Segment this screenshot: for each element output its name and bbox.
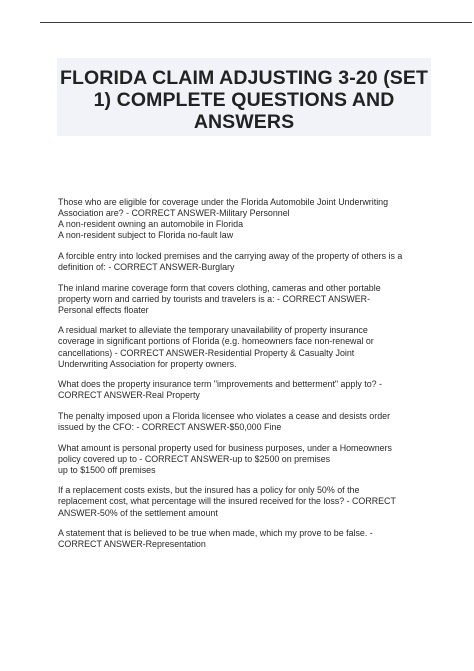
qa-line: Association are? - CORRECT ANSWER-Military Personnel xyxy=(58,208,290,219)
qa-line: What does the property insurance term "improvements and betterment" apply to? - xyxy=(58,379,382,390)
qa-line: Those who are eligible for coverage under the Florida Automobile Joint Underwriting xyxy=(58,197,389,207)
qa-item xyxy=(58,283,436,316)
qa-line: A forcible entry into locked premises and the carrying away of the property of others is a xyxy=(58,250,403,261)
qa-line: If a replacement costs exists, but the insured has a policy for only 50% of the xyxy=(58,485,360,496)
qa-line: definition of: - CORRECT ANSWER-Burglary xyxy=(58,261,235,272)
qa-line: issued by the CFO: - CORRECT ANSWER-$50,000 Fine xyxy=(58,422,282,432)
top-rule xyxy=(40,22,472,23)
qa-item xyxy=(58,325,436,369)
qa-line: cancellations) - CORRECT ANSWER-Residential Property & Casualty Joint xyxy=(58,347,355,358)
qa-line: replacement cost, what percentage will the insured received for the loss? - CORRECT xyxy=(58,496,396,507)
qa-line: A non-resident subject to Florida no-fault law xyxy=(58,230,234,241)
qa-item xyxy=(58,197,436,241)
qa-line: A residual market to alleviate the temporary unavailability of property insurance xyxy=(58,325,368,336)
document-title xyxy=(57,67,431,133)
qa-item xyxy=(58,485,436,518)
qa-line: policy covered up to - CORRECT ANSWER-up to $2500 on premises xyxy=(58,453,331,464)
qa-line: A statement that is believed to be true when made, which my prove to be false. - xyxy=(58,528,373,539)
qa-item xyxy=(58,443,436,476)
qa-item xyxy=(58,379,436,401)
qa-line: The inland marine coverage form that covers clothing, cameras and other portable xyxy=(58,282,381,293)
qa-line: Personal effects floater xyxy=(58,304,149,315)
qa-item xyxy=(58,251,436,273)
title-line: ANSWERS xyxy=(193,111,295,133)
qa-line: CORRECT ANSWER-Real Property xyxy=(58,390,200,401)
qa-line: What amount is personal property used for business purposes, under a Homeowners xyxy=(58,442,392,453)
qa-line: CORRECT ANSWER-Representation xyxy=(58,539,206,550)
qa-line: up to $1500 off premises xyxy=(58,464,156,475)
qa-item xyxy=(58,528,436,550)
title-line: FLORIDA CLAIM ADJUSTING 3-20 (SET xyxy=(59,67,429,89)
qa-line: coverage in significant portions of Florida (e.g. homeowners face non-renewal or xyxy=(58,336,374,347)
qa-list xyxy=(58,197,436,560)
qa-line: property worn and carried by tourists and travelers is a: - CORRECT ANSWER- xyxy=(58,293,371,304)
qa-line: Underwriting Association for property owners. xyxy=(58,358,237,369)
title-line: 1) COMPLETE QUESTIONS AND xyxy=(93,89,395,111)
qa-item xyxy=(58,411,436,433)
qa-line: ANSWER-50% of the settlement amount xyxy=(58,507,218,518)
qa-line: The penalty imposed upon a Florida licensee who violates a cease and desists order xyxy=(58,410,391,421)
qa-line: A non-resident owning an automobile in Florida xyxy=(58,219,244,230)
